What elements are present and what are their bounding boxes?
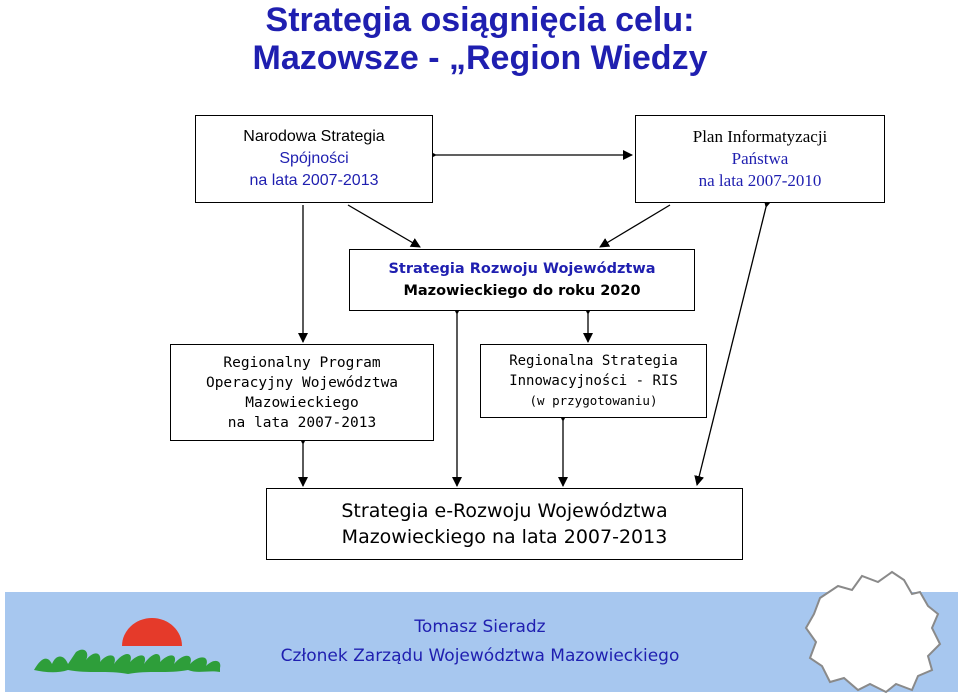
box-line: na lata 2007-2013 — [249, 172, 379, 189]
box-line: Plan Informatyzacji — [692, 127, 828, 146]
box-line: Mazowieckiego — [245, 394, 359, 411]
box-line: Narodowa Strategia — [243, 128, 385, 145]
box-line: Strategia Rozwoju Województwa — [388, 261, 656, 277]
arrow-pip-erozwoj — [697, 207, 766, 485]
box-line: Mazowieckiego do roku 2020 — [403, 283, 641, 299]
box-line: Regionalny Program — [223, 354, 381, 371]
box-line: Operacyjny Województwa — [205, 374, 399, 391]
mazowsze-logo-icon — [28, 612, 228, 678]
box-plan-informatyzacji-panstwa — [635, 115, 885, 203]
box-line: Innowacyjności - RIS — [509, 373, 678, 389]
box-strategia-rozwoju-wojewodztwa — [349, 249, 695, 311]
box-narodowa-strategia-spojnosci — [195, 115, 433, 203]
footer-author-role: Członek Zarządu Województwa Mazowieckiego — [280, 646, 680, 666]
box-line: na lata 2007-2013 — [227, 414, 377, 431]
box-line: (w przygotowaniu) — [529, 393, 658, 408]
box-line: Państwa — [731, 149, 789, 168]
box-line: Regionalna Strategia — [509, 353, 678, 369]
box-line: Strategia e-Rozwoju Województwa — [341, 500, 668, 522]
box-strategia-e-rozwoju — [266, 488, 743, 560]
footer-author-name: Tomasz Sieradz — [414, 617, 546, 637]
box-regionalna-strategia-innowacyjnosci — [480, 344, 707, 418]
arrow-pip-srwm — [600, 205, 670, 247]
box-line: Spójności — [279, 150, 349, 167]
mazowsze-region-map-icon — [800, 568, 950, 694]
box-regionalny-program-operacyjny — [170, 344, 434, 441]
box-line: na lata 2007-2010 — [698, 171, 822, 190]
arrow-nss-srwm — [348, 205, 420, 247]
page-title-line1: Strategia osiągnięcia celu: — [265, 1, 695, 39]
box-line: Mazowieckiego na lata 2007-2013 — [341, 526, 668, 548]
page-title-line2: Mazowsze - „Region Wiedzy — [252, 39, 708, 77]
